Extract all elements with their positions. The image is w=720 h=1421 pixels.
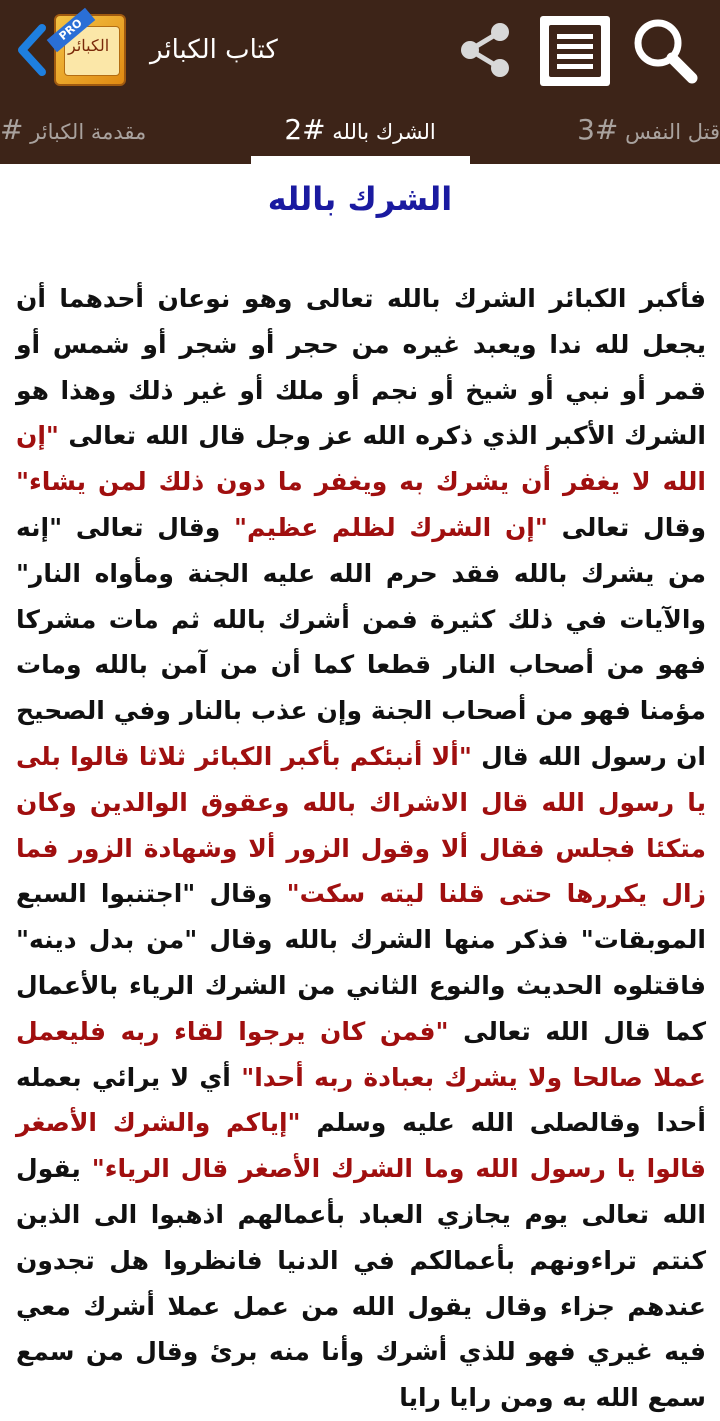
tab-qatl-nafs[interactable] [540,100,720,164]
app-title: كتاب الكبائر [150,35,278,65]
article-title: الشرك بالله [267,180,453,218]
pro-badge: PRO [47,8,96,52]
article-text: وقال تعالى [547,512,706,542]
back-arrow-icon[interactable] [14,24,50,76]
search-icon[interactable] [628,14,702,86]
menu-line [557,64,593,69]
quran-quote: "فمن كان يرجوا لقاء ربه فليعمل عملا صالحا ولا يشرك بعبادة ربه أحدا" [16,1016,706,1092]
app-bar [0,0,720,100]
tab-shirk[interactable] [250,100,470,164]
selected-tab-indicator [251,156,470,164]
article-text: يقول الله تعالى يوم يجازي العباد بأعمالهم اذهبوا الى الذين كنتم تراءونهم بأعمالكم في الدنيا فانظروا هل تجدون عندهم جزاء وقال يقول الله من عمل عملا أشرك معي فيه غيري فهو للذي أشرك وأنا منه برئ وقال من سمع سمع الله به ومن رايا رايا [16,1154,706,1413]
tab-number: # [0,113,24,146]
article-text: وقال تعالى "إنه من يشرك بالله فقد حرم الله عليه الجنة ومأواه النار" والآيات في ذلك كثيرة فمن أشرك بالله ثم مات مشركا فهو من أصحاب النار قطعا كما أن من آمن بالله ومات مؤمنا فهو من أصحاب الجنة وإن عذب بالنار وفي الصحيح ان رسول الله قال [16,512,706,771]
tab-number: #3 [577,113,619,146]
article-text: وقال "اجتنبوا السبع الموبقات" فذكر منها الشرك بالله وقال "من بدل دينه" فاقتلوه الحديث والنوع الثاني من الشرك الرياء بالأعمال كما قال الله تعالى [16,879,706,1046]
hadith-quote: "إياكم والشرك الأصغر قالوا يا رسول الله وما الشرك الأصغر قال الرياء" [16,1108,707,1184]
menu-line [557,34,593,39]
article-text: فأكبر الكبائر الشرك بالله تعالى وهو نوعان أحدهما أن يجعل لله ندا ويعبد غيره من حجر أو شجر أو شمس أو قمر أو نبي أو شيخ أو نجم أو ملك أو غير ذلك وهذا هو الشرك الأكبر الذي ذكره الله عز وجل قال الله تعالى [16,284,706,451]
article-body [16,276,706,1421]
quran-quote: "إن الشرك لظلم عظيم" [234,512,548,542]
tab-bar [0,100,720,164]
share-icon[interactable] [456,20,516,80]
menu-icon-inner [549,25,601,77]
article-scroll-area[interactable] [0,164,720,1413]
quran-quote: "إن الله لا يغفر أن يشرك به ويغفر ما دون ذلك لمن يشاء" [16,421,706,497]
tab-label: مقدمة الكبائر [30,120,147,144]
menu-line [557,44,593,49]
app-logo[interactable] [54,14,126,86]
tab-label: الشرك بالله [332,120,436,144]
logo-text: الكبائر [68,36,110,55]
hadith-quote: "ألا أنبئكم بأكبر الكبائر ثلاثا قالوا بلى يا رسول الله قال الاشراك بالله وعقوق الوالدين وكان متكئا فجلس فقال ألا وقول الزور ألا وشهادة الزور فما زال يكررها حتى قلنا ليته سكت" [16,741,706,909]
tab-number: #2 [284,113,326,146]
tab-muqaddima[interactable] [0,100,190,164]
article-text: أي لا يرائي بعمله أحدا وقالصلى الله عليه وسلم [16,1062,706,1138]
menu-line [557,54,593,59]
tab-label: قتل النفس [625,120,720,144]
menu-icon[interactable] [540,16,610,86]
